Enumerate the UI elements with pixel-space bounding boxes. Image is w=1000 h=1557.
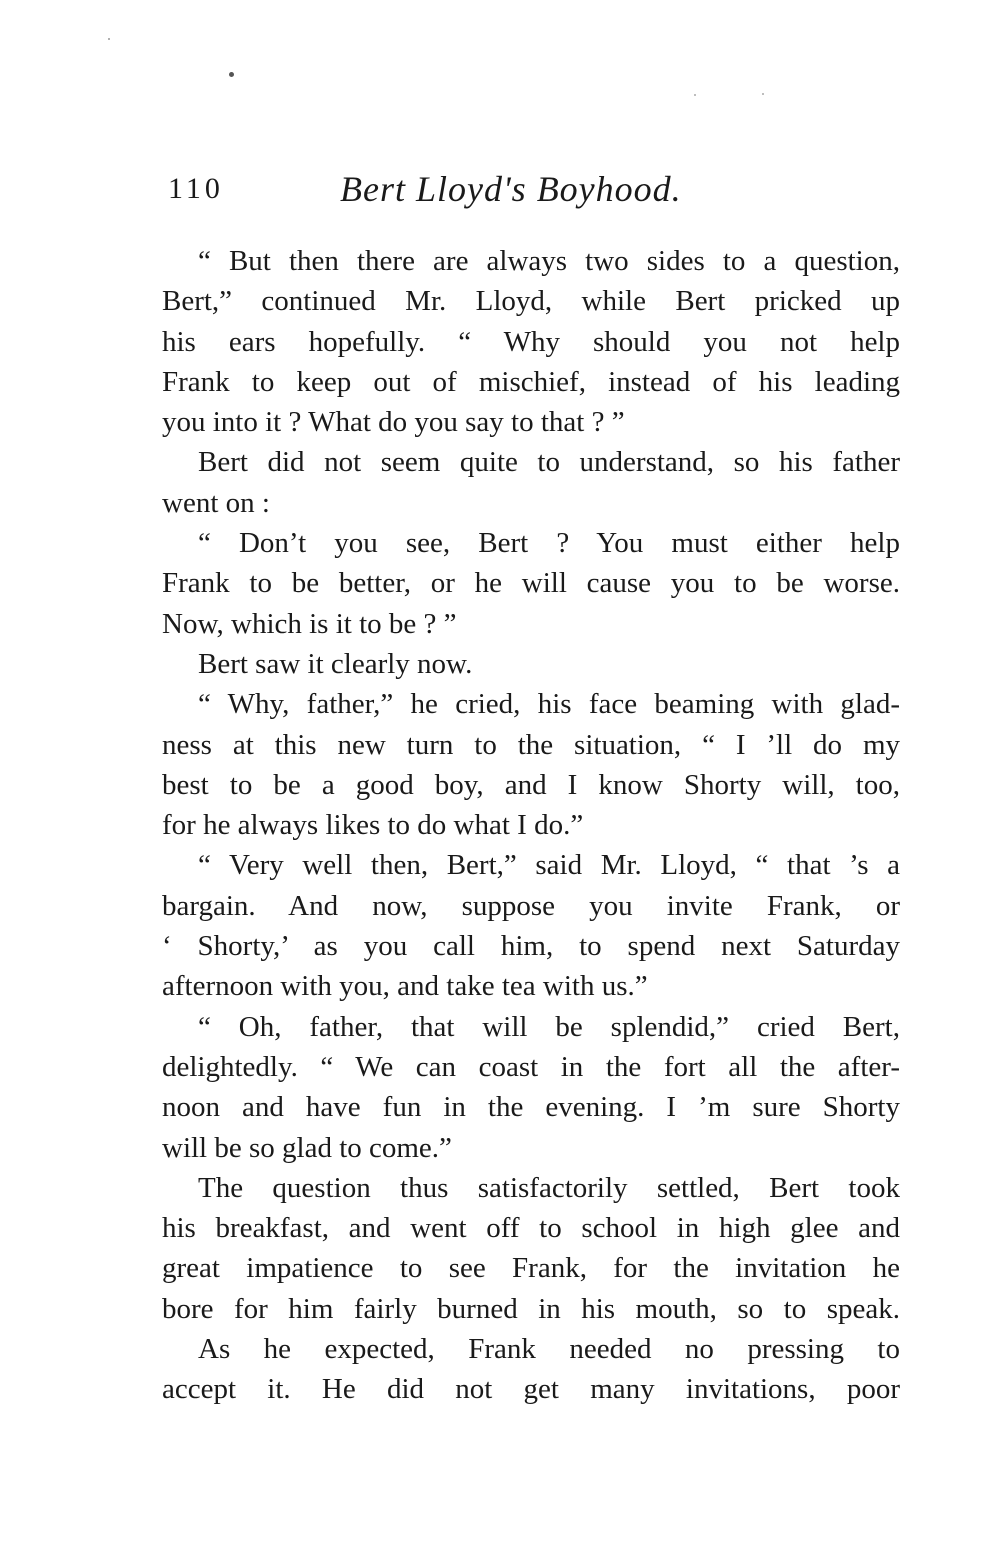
text-line: “ But then there are always two sides to a question, xyxy=(198,245,900,277)
running-title: Bert Lloyd's Boyhood. xyxy=(340,169,682,209)
text-line: best to be a good boy, and I know Shorty will, too, xyxy=(162,768,900,801)
text-line: Bert did not seem quite to understand, so his father xyxy=(198,446,900,479)
text-line: afternoon with you, and take tea with us.” xyxy=(162,970,648,1003)
text-line: delightedly. “ We can coast in the fort all the after- xyxy=(162,1050,900,1083)
text-line: great impatience to see Frank, for the invitation he xyxy=(162,1252,900,1285)
text-line: “ Oh, father, that will be splendid,” cried Bert, xyxy=(198,1010,900,1043)
text-line: ‘ Shorty,’ as you call him, to spend next Saturday xyxy=(162,930,900,963)
page-speck xyxy=(108,38,110,40)
text-line: Bert saw it clearly now. xyxy=(198,647,473,680)
text-line: you into it ? What do you say to that ? ” xyxy=(162,406,625,439)
page-number: 110 xyxy=(168,172,224,205)
text-line: “ Very well then, Bert,” said Mr. Lloyd, “ that ’s a xyxy=(198,849,900,882)
text-line: Frank to keep out of mischief, instead of his leading xyxy=(162,365,900,398)
body-text xyxy=(162,241,900,1410)
page-speck xyxy=(694,94,696,96)
text-line: accept it. He did not get many invitations, poor xyxy=(162,1373,900,1406)
page-header xyxy=(168,168,908,218)
text-line: Bert,” continued Mr. Lloyd, while Bert pricked up xyxy=(162,285,900,318)
text-line: his ears hopefully. “ Why should you not help xyxy=(162,325,900,358)
text-line: Frank to be better, or he will cause you to be worse. xyxy=(162,567,900,600)
text-line: The question thus satisfactorily settled, Bert took xyxy=(198,1171,900,1204)
text-line: Now, which is it to be ? ” xyxy=(162,607,457,640)
page-speck xyxy=(762,93,764,95)
text-line: went on : xyxy=(162,486,270,519)
text-line: bargain. And now, suppose you invite Frank, or xyxy=(162,889,900,922)
text-line: “ Why, father,” he cried, his face beaming with glad- xyxy=(198,688,900,721)
text-line: As he expected, Frank needed no pressing to xyxy=(198,1333,900,1366)
text-line: “ Don’t you see, Bert ? You must either help xyxy=(198,527,900,560)
text-line: his breakfast, and went off to school in high glee and xyxy=(162,1212,900,1245)
text-line: noon and have fun in the evening. I ’m sure Shorty xyxy=(162,1091,900,1124)
text-line: for he always likes to do what I do.” xyxy=(162,809,584,842)
text-line: will be so glad to come.” xyxy=(162,1131,452,1164)
text-line: ness at this new turn to the situation, “ I ’ll do my xyxy=(162,728,900,761)
text-line: bore for him fairly burned in his mouth, so to speak. xyxy=(162,1292,900,1325)
page-speck xyxy=(229,72,234,77)
